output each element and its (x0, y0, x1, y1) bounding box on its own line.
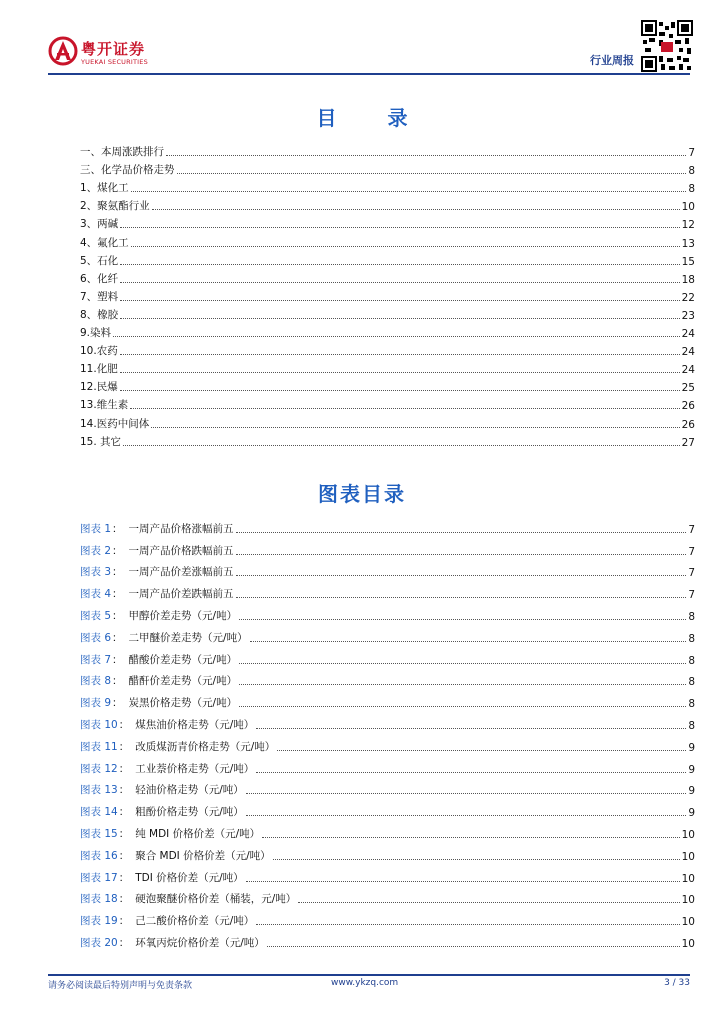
figure-number: 图表 15 (80, 827, 118, 840)
figure-number: 图表 17 (80, 871, 118, 884)
toc-entry[interactable] (80, 141, 695, 159)
figure-label: 一周产品价差跌幅前五 (128, 588, 234, 601)
toc-entry[interactable] (80, 358, 695, 376)
toc-entry-page: 24 (681, 364, 695, 377)
toc-entry-label: 4、氟化工 (80, 236, 129, 249)
leader-dots (130, 408, 679, 409)
toc-entry[interactable] (80, 231, 695, 249)
figure-colon: ： (118, 740, 130, 753)
toc-entry[interactable] (80, 304, 695, 322)
figure-number: 图表 16 (80, 849, 118, 862)
logo-text-en: YUEKAI SECURITIES (81, 58, 148, 66)
figure-page: 10 (681, 916, 695, 929)
figure-number: 图表 8 (80, 675, 112, 688)
figure-page: 8 (688, 698, 695, 711)
page-header (0, 0, 724, 80)
figure-colon: ： (112, 566, 123, 579)
leader-dots (267, 946, 680, 947)
toc-entry[interactable] (80, 268, 695, 286)
leader-dots (273, 859, 680, 860)
figure-entry[interactable] (80, 732, 695, 754)
figure-entry[interactable] (80, 601, 695, 623)
leader-dots (236, 597, 687, 598)
figure-label: 纯 MDI 价格价差（元/吨） (135, 827, 261, 840)
toc-entry-page: 22 (681, 291, 695, 304)
figure-number: 图表 9 (80, 697, 112, 710)
toc-entry-page: 23 (681, 309, 695, 322)
toc-entry-label: 6、化纤 (80, 272, 119, 285)
figure-label: 甲醇价差走势（元/吨） (128, 609, 238, 622)
toc-entry[interactable] (80, 394, 695, 412)
toc-entry-label: 3、两碱 (80, 218, 119, 231)
leader-dots (236, 532, 687, 533)
figure-number: 图表 2 (80, 544, 112, 557)
figure-page: 10 (681, 937, 695, 950)
figure-entry[interactable] (80, 906, 695, 928)
leader-dots (236, 554, 687, 555)
figure-number: 图表 14 (80, 806, 118, 819)
figure-page: 8 (688, 719, 695, 732)
figure-page: 10 (681, 850, 695, 863)
figure-page: 7 (688, 545, 695, 558)
leader-dots (256, 772, 686, 773)
footer-page-number: 3 / 33 (664, 978, 690, 988)
figure-label: 醋酐价差走势（元/吨） (128, 675, 238, 688)
figure-entry[interactable] (80, 928, 695, 950)
figure-colon: ： (112, 544, 123, 557)
figure-page: 9 (688, 763, 695, 776)
figure-entry[interactable] (80, 797, 695, 819)
figure-entry[interactable] (80, 776, 695, 798)
toc-entry[interactable] (80, 250, 695, 268)
toc-entry-label: 2、聚氨酯行业 (80, 200, 150, 213)
figure-label: 粗酚价格走势（元/吨） (135, 806, 244, 819)
figure-page: 8 (688, 676, 695, 689)
leader-dots (120, 264, 679, 265)
leader-dots (120, 354, 680, 355)
leader-dots (239, 684, 686, 685)
toc-entry-page: 18 (681, 273, 695, 286)
toc-entry-page: 7 (688, 147, 695, 160)
toc-entry-page: 13 (681, 237, 695, 250)
toc-title: 目 录 (316, 106, 430, 130)
figure-page: 7 (688, 567, 695, 580)
figure-page: 7 (688, 589, 695, 602)
toc-entry-label: 11.化肥 (80, 363, 118, 376)
figure-number: 图表 3 (80, 566, 112, 579)
leader-dots (239, 619, 686, 620)
leader-dots (120, 227, 679, 228)
toc-entry[interactable] (80, 340, 695, 358)
figure-entry[interactable] (80, 863, 695, 885)
figure-colon: ： (118, 762, 130, 775)
figure-colon: ： (112, 609, 123, 622)
figure-number: 图表 20 (80, 936, 118, 949)
leader-dots (246, 815, 687, 816)
figure-page: 10 (681, 872, 695, 885)
toc-entry[interactable] (80, 213, 695, 231)
toc-entry-label: 一、本周涨跌排行 (80, 146, 164, 159)
toc-entry-page: 8 (688, 165, 695, 178)
figure-number: 图表 4 (80, 588, 112, 601)
figure-label: 二甲醚价差走势（元/吨） (128, 631, 248, 644)
figure-label: 环氧丙烷价格价差（元/吨） (135, 936, 265, 949)
figure-entry[interactable] (80, 579, 695, 601)
figure-entry[interactable] (80, 623, 695, 645)
toc-entry-page: 24 (681, 328, 695, 341)
leader-dots (177, 173, 687, 174)
toc-entry-page: 15 (681, 255, 695, 268)
figure-page: 10 (681, 828, 695, 841)
leader-dots (256, 728, 686, 729)
leader-dots (123, 445, 680, 446)
footer-disclaimer: 请务必阅读最后特别声明与免责条款 (48, 981, 193, 991)
figure-number: 图表 6 (80, 631, 112, 644)
toc-entry-label: 8、橡胶 (80, 308, 119, 321)
leader-dots (120, 390, 680, 391)
figure-colon: ： (118, 936, 130, 949)
figure-list-title: 图表目录 (318, 482, 406, 506)
figure-label: 一周产品价格涨幅前五 (128, 522, 234, 535)
figure-number: 图表 10 (80, 718, 118, 731)
toc-entry-label: 5、石化 (80, 254, 119, 267)
figure-page: 9 (688, 785, 695, 798)
toc-entry[interactable] (80, 412, 695, 430)
toc-entry-label: 1、煤化工 (80, 182, 129, 195)
leader-dots (298, 902, 679, 903)
figure-colon: ： (118, 806, 130, 819)
figure-number: 图表 11 (80, 740, 118, 753)
toc-list (80, 141, 695, 449)
figure-entry[interactable] (80, 819, 695, 841)
toc-entry[interactable] (80, 376, 695, 394)
figure-entry[interactable] (80, 710, 695, 732)
figure-list (80, 514, 695, 950)
figure-page: 8 (688, 654, 695, 667)
qr-code-icon (641, 20, 693, 72)
figure-colon: ： (112, 653, 123, 666)
figure-number: 图表 12 (80, 762, 118, 775)
leader-dots (151, 427, 679, 428)
toc-entry[interactable] (80, 195, 695, 213)
leader-dots (239, 706, 686, 707)
figure-entry[interactable] (80, 754, 695, 776)
leader-dots (131, 246, 680, 247)
leader-dots (166, 155, 686, 156)
figure-entry[interactable] (80, 645, 695, 667)
figure-number: 图表 13 (80, 784, 118, 797)
figure-label: TDI 价格价差（元/吨） (135, 871, 244, 884)
leader-dots (262, 837, 679, 838)
toc-entry[interactable] (80, 177, 695, 195)
figure-entry[interactable] (80, 514, 695, 536)
leader-dots (277, 750, 686, 751)
figure-colon: ： (118, 784, 130, 797)
figure-colon: ： (112, 522, 123, 535)
figure-label: 轻油价格走势（元/吨） (135, 784, 244, 797)
leader-dots (120, 318, 679, 319)
toc-entry-page: 8 (688, 183, 695, 196)
figure-colon: ： (118, 849, 130, 862)
toc-entry[interactable] (80, 286, 695, 304)
figure-colon: ： (118, 915, 130, 928)
footer-website-link[interactable]: www.ykzq.com (331, 978, 399, 988)
toc-entry-page: 26 (681, 418, 695, 431)
figure-colon: ： (118, 893, 130, 906)
figure-number: 图表 1 (80, 522, 112, 535)
figure-page: 7 (688, 523, 695, 536)
leader-dots (239, 663, 686, 664)
leader-dots (113, 336, 680, 337)
logo-mark-icon (48, 36, 78, 68)
toc-entry-label: 14.医药中间体 (80, 417, 150, 430)
figure-entry[interactable] (80, 536, 695, 558)
figure-entry[interactable] (80, 885, 695, 907)
leader-dots (246, 793, 687, 794)
toc-entry[interactable] (80, 159, 695, 177)
toc-entry-label: 12.民爆 (80, 381, 118, 394)
toc-entry-label: 7、塑料 (80, 290, 119, 303)
figure-entry[interactable] (80, 841, 695, 863)
figure-entry[interactable] (80, 667, 695, 689)
figure-number: 图表 7 (80, 653, 112, 666)
figure-label: 炭黑价格走势（元/吨） (128, 697, 238, 710)
leader-dots (120, 282, 679, 283)
toc-entry-page: 26 (681, 400, 695, 413)
figure-label: 改质煤沥青价格走势（元/吨） (135, 740, 276, 753)
figure-entry[interactable] (80, 688, 695, 710)
report-type: 行业周报 (590, 54, 634, 67)
figure-label: 硬泡聚醚价格价差（桶装，元/吨） (135, 893, 297, 906)
header-divider (48, 73, 690, 75)
toc-entry-label: 13.维生素 (80, 399, 129, 412)
leader-dots (236, 575, 687, 576)
company-logo (48, 36, 158, 72)
figure-colon: ： (112, 697, 123, 710)
figure-page: 10 (681, 894, 695, 907)
logo-text-cn: 粤开证券 (81, 40, 146, 58)
figure-colon: ： (118, 718, 130, 731)
figure-label: 工业萘价格走势（元/吨） (135, 762, 255, 775)
figure-page: 8 (688, 632, 695, 645)
leader-dots (152, 209, 680, 210)
figure-colon: ： (112, 588, 123, 601)
figure-label: 煤焦油价格走势（元/吨） (135, 718, 255, 731)
footer-divider (48, 974, 690, 976)
toc-entry-page: 24 (681, 346, 695, 359)
figure-colon: ： (118, 827, 130, 840)
leader-dots (131, 191, 687, 192)
figure-label: 一周产品价格跌幅前五 (128, 544, 234, 557)
toc-entry-page: 12 (681, 219, 695, 232)
figure-entry[interactable] (80, 558, 695, 580)
toc-entry-label: 15. 其它 (80, 435, 122, 448)
toc-entry[interactable] (80, 431, 695, 449)
figure-number: 图表 19 (80, 915, 118, 928)
figure-page: 9 (688, 807, 695, 820)
toc-entry-label: 三、化学品价格走势 (80, 164, 175, 177)
figure-label: 一周产品价差涨幅前五 (128, 566, 234, 579)
leader-dots (250, 641, 687, 642)
figure-colon: ： (118, 871, 130, 884)
leader-dots (120, 300, 679, 301)
figure-number: 图表 5 (80, 609, 112, 622)
toc-entry[interactable] (80, 322, 695, 340)
figure-page: 8 (688, 610, 695, 623)
toc-entry-label: 10.农药 (80, 345, 118, 358)
leader-dots (256, 924, 679, 925)
figure-colon: ： (112, 631, 123, 644)
leader-dots (120, 372, 680, 373)
leader-dots (246, 881, 680, 882)
figure-label: 聚合 MDI 价格价差（元/吨） (135, 849, 271, 862)
toc-entry-label: 9.染料 (80, 327, 112, 340)
figure-label: 己二酸价格价差（元/吨） (135, 915, 255, 928)
figure-colon: ： (112, 675, 123, 688)
toc-entry-page: 10 (681, 201, 695, 214)
figure-label: 醋酸价差走势（元/吨） (128, 653, 238, 666)
toc-entry-page: 27 (681, 436, 695, 449)
toc-entry-page: 25 (681, 382, 695, 395)
figure-page: 9 (688, 741, 695, 754)
figure-number: 图表 18 (80, 893, 118, 906)
